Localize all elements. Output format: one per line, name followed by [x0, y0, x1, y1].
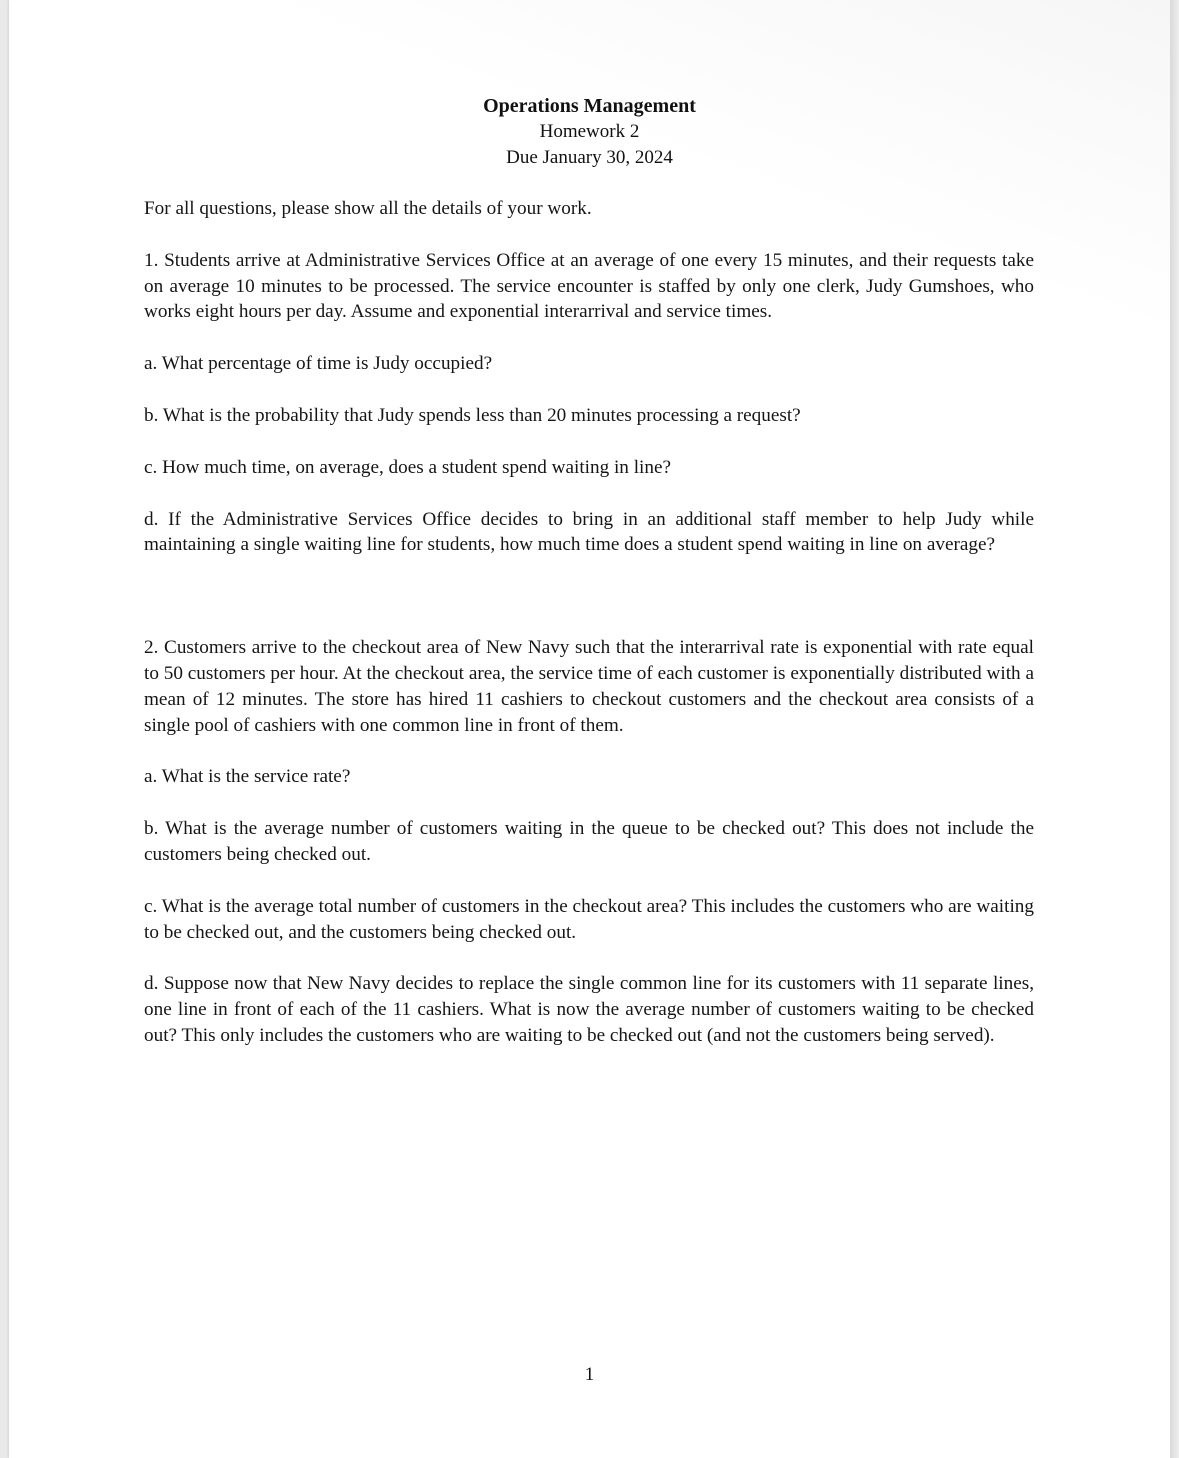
question-1d: d. If the Administrative Services Office decides to bring in an additional staff member to help Judy while maintaining a single waiting line for students, how much time does a student spend waiting in line on average? — [144, 508, 1034, 556]
document-title: Operations Management — [483, 95, 696, 117]
question-2b: b. What is the average number of customers waiting in the queue to be checked out? This does not include the customers being checked out. — [144, 818, 1034, 865]
due-date: Due January 30, 2024 — [506, 147, 673, 168]
document-body — [144, 196, 1034, 1049]
question-2-stem: 2. Customers arrive to the checkout area of New Navy such that the interarrival rate is exponential with rate equal to 50 customers per hour. At the checkout area, the service time of each customer is exponentially distributed with a mean of 12 minutes. The store has hired 11 cashiers to checkout customers and the checkout area consists of a single pool of cashiers with one common line in front of them. — [144, 637, 1034, 736]
question-1a: a. What percentage of time is Judy occupied? — [144, 353, 493, 375]
question-1-stem: 1. Students arrive at Administrative Services Office at an average of one every 15 minutes, and their requests take on average 10 minutes to be processed. The service encounter is staffed by only one clerk, Judy Gumshoes, who works eight hours per day. Assume and exponential interarrival and service times. — [144, 249, 1034, 323]
question-1c: c. How much time, on average, does a student spend waiting in line? — [144, 456, 671, 478]
document-subtitle: Homework 2 — [539, 121, 640, 142]
page-number: 1 — [584, 1364, 595, 1385]
question-2d: d. Suppose now that New Navy decides to replace the single common line for its customers with 11 separate lines, one line in front of each of the 11 cashiers. What is now the average number of customers waiting to be checked out? This only includes the customers who are waiting to be checked out (and not the customers being served). — [144, 973, 1034, 1046]
question-2a: a. What is the service rate? — [144, 766, 351, 788]
question-2c: c. What is the average total number of customers in the checkout area? This includes the customers who are waiting to be checked out, and the customers being checked out. — [144, 895, 1034, 943]
page-edge — [1170, 0, 1179, 1458]
question-1b: b. What is the probability that Judy spends less than 20 minutes processing a request? — [144, 404, 801, 426]
intro-text: For all questions, please show all the details of your work. — [144, 198, 592, 219]
